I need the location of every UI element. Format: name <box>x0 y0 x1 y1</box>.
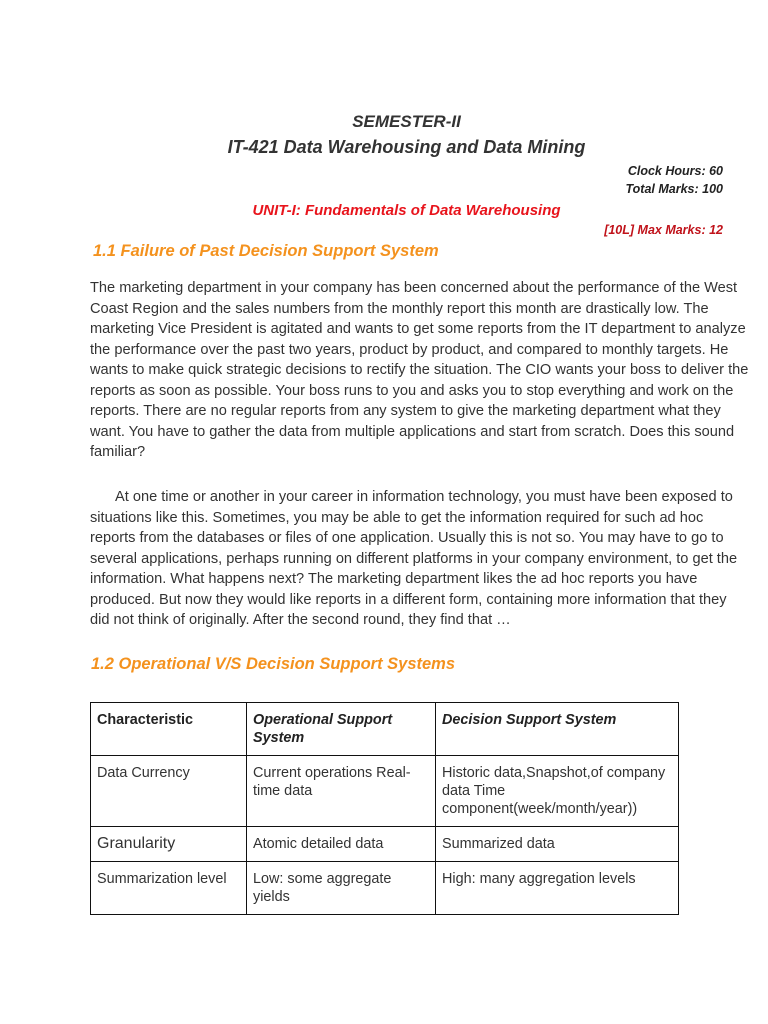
total-marks: Total Marks: 100 <box>625 182 723 196</box>
unit-title: UNIT-I: Fundamentals of Data Warehousing <box>252 202 561 219</box>
section-heading-1-1: 1.1 Failure of Past Decision Support System <box>93 242 439 260</box>
table-cell: Summarized data <box>436 827 679 862</box>
table-cell: Granularity <box>91 827 247 862</box>
course-title: IT-421 Data Warehousing and Data Mining <box>227 137 586 157</box>
table-header-cell: Operational Support System <box>247 703 436 756</box>
section-heading-1-2: 1.2 Operational V/S Decision Support Systems <box>91 655 456 673</box>
table-cell: Current operations Real-time data <box>247 756 436 827</box>
comparison-table <box>90 702 679 915</box>
table-cell: Summarization level <box>91 862 247 915</box>
paragraph-1: The marketing department in your company has been concerned about the performance of the West Coast Region and the sales numbers from the monthly report this month are drastically low. The marketing Vice President is agitated and wants to get some reports from the IT department to analyze the performance over the past two years, product by product, and compared to monthly targets. He wants to make quick strategic decisions to rectify the situation. The CIO wants your boss to deliver the reports as soon as possible. Your boss runs to you and asks you to stop everything and work on the reports. There are no regular reports from any system to give the marketing department what they want. You have to gather the data from multiple applications and start from scratch. Does this sound familiar? <box>90 280 749 460</box>
paragraph-2: At one time or another in your career in information technology, you must have been exposed to situations like this. Sometimes, you may be able to get the information required for such ad hoc reports from the databases or files of one application. Usually this is not so. You may have to go to several applications, perhaps running on different platforms in your company environment, to get the information. What happens next? The marketing department likes the ad hoc reports you have produced. But now they would like reports in a different form, containing more information that they did not think of originally. After the second round, they find that … <box>90 489 738 628</box>
table-row <box>91 827 679 862</box>
max-marks: [10L] Max Marks: 12 <box>604 223 723 237</box>
table-cell: Historic data,Snapshot,of company data Time component(week/month/year)) <box>436 756 679 827</box>
table-header-row <box>91 703 679 756</box>
table-row <box>91 756 679 827</box>
table-header-cell: Characteristic <box>91 703 247 756</box>
table-cell: Low: some aggregate yields <box>247 862 436 915</box>
table-row <box>91 862 679 915</box>
table-cell: High: many aggregation levels <box>436 862 679 915</box>
table-header-cell: Decision Support System <box>436 703 679 756</box>
table-cell: Data Currency <box>91 756 247 827</box>
clock-hours: Clock Hours: 60 <box>627 164 723 178</box>
semester-title: SEMESTER-II <box>352 112 461 131</box>
table-cell: Atomic detailed data <box>247 827 436 862</box>
